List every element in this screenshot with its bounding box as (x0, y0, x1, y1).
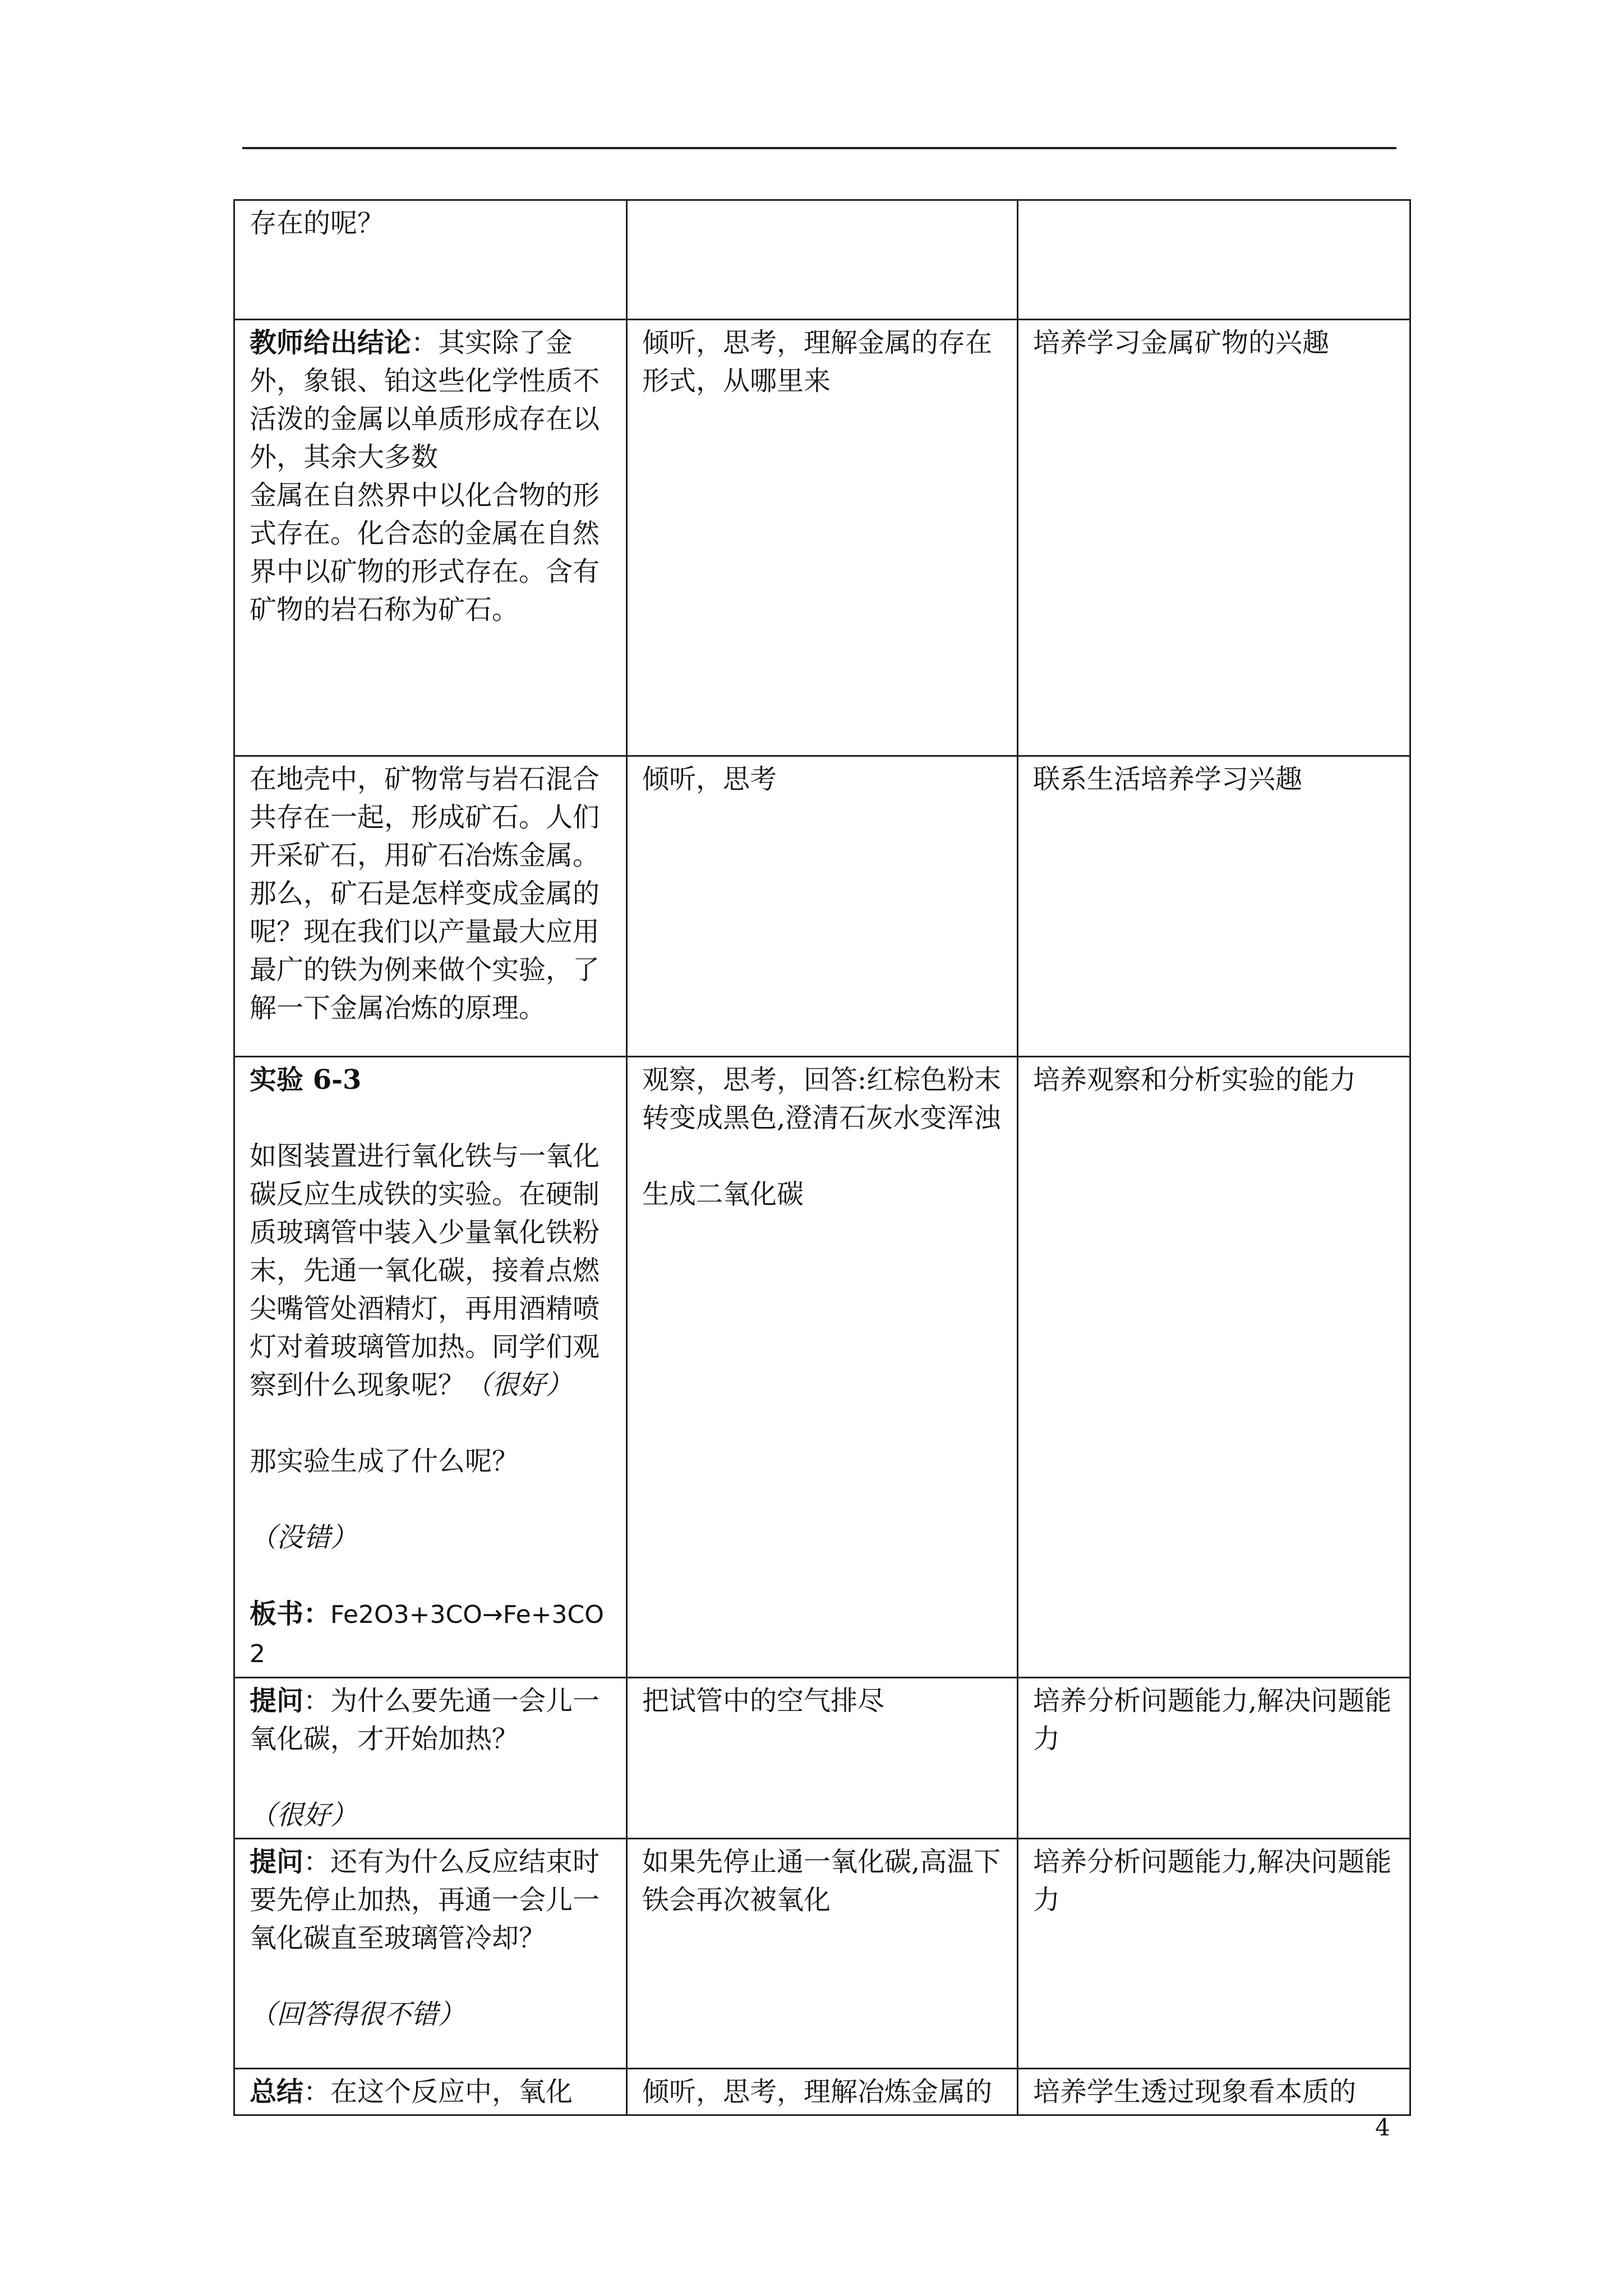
table-row (234, 200, 1410, 320)
lesson-plan-table (233, 199, 1411, 2116)
board-label: 板书： (250, 1598, 331, 1630)
table-row (234, 320, 1410, 756)
table-row (234, 1057, 1410, 1678)
teacher-activity-cell: 提问：还有为什么反应结束时要先停止加热，再通一会儿一氧化碳直至玻璃管冷却？ （回答得很不错） (234, 1839, 627, 2069)
table-row (234, 756, 1410, 1057)
question-label: 提问 (250, 1685, 304, 1717)
student-activity-cell: 如果先停止通一氧化碳,高温下铁会再次被氧化 (627, 1839, 1018, 2069)
student-activity-cell (627, 200, 1018, 320)
student-activity-cell: 倾听，思考，理解金属的存在形式，从哪里来 (627, 320, 1018, 756)
reaction-equation: Fe2O3+3CO→Fe+3CO2 (250, 1600, 604, 1668)
header-rule (242, 147, 1396, 149)
teacher-activity-cell: 教师给出结论：其实除了金外，象银、铂这些化学性质不活泼的金属以单质形成存在以外，其余大多数 金属在自然界中以化合物的形式存在。化合态的金属在自然界中以矿物的形式存在。含有矿物的岩石称为矿石。 (234, 320, 627, 756)
design-intent-cell: 培养分析问题能力,解决问题能力 (1018, 1839, 1410, 2069)
teacher-activity-cell: 提问：为什么要先通一会儿一氧化碳，才开始加热？ （很好） (234, 1678, 627, 1839)
student-activity-cell: 倾听，思考 (627, 756, 1018, 1057)
design-intent-cell: 联系生活培养学习兴趣 (1018, 756, 1410, 1057)
experiment-label: 实验 6-3 (250, 1064, 362, 1096)
design-intent-cell (1018, 200, 1410, 320)
table-row (234, 1678, 1410, 1839)
summary-label: 总结 (250, 2076, 304, 2108)
table-row (234, 2069, 1410, 2115)
teacher-activity-cell: 总结：在这个反应中，氧化 (234, 2069, 627, 2115)
design-intent-cell: 培养学习金属矿物的兴趣 (1018, 320, 1410, 756)
student-activity-cell: 把试管中的空气排尽 (627, 1678, 1018, 1839)
table-row (234, 1839, 1410, 2069)
design-intent-cell: 培养分析问题能力,解决问题能力 (1018, 1678, 1410, 1839)
teacher-activity-cell: 在地壳中，矿物常与岩石混合共存在一起，形成矿石。人们开采矿石，用矿石冶炼金属。那么，矿石是怎样变成金属的呢？现在我们以产量最大应用最广的铁为例来做个实验，了解一下金属冶炼的原理。 (234, 756, 627, 1057)
design-intent-cell: 培养学生透过现象看本质的 (1018, 2069, 1410, 2115)
page-number: 4 (1375, 2114, 1390, 2141)
design-intent-cell: 培养观察和分析实验的能力 (1018, 1057, 1410, 1678)
student-activity-cell: 观察，思考，回答:红棕色粉末转变成黑色,澄清石灰水变浑浊 生成二氧化碳 (627, 1057, 1018, 1678)
question-label: 提问 (250, 1846, 304, 1878)
teacher-activity-cell: 实验 6-3 如图装置进行氧化铁与一氧化碳反应生成铁的实验。在硬制质玻璃管中装入少量氧化铁粉末，先通一氧化碳，接着点燃尖嘴管处酒精灯，再用酒精喷灯对着玻璃管加热。同学们观察到什么现象呢？（很好） 那实验生成了什么呢？ （没错） 板书：Fe2O3+3CO→Fe+3CO2 (234, 1057, 627, 1678)
conclusion-label: 教师给出结论 (250, 327, 412, 358)
teacher-activity-cell: 存在的呢？ (234, 200, 627, 320)
student-activity-cell: 倾听，思考，理解冶炼金属的 (627, 2069, 1018, 2115)
